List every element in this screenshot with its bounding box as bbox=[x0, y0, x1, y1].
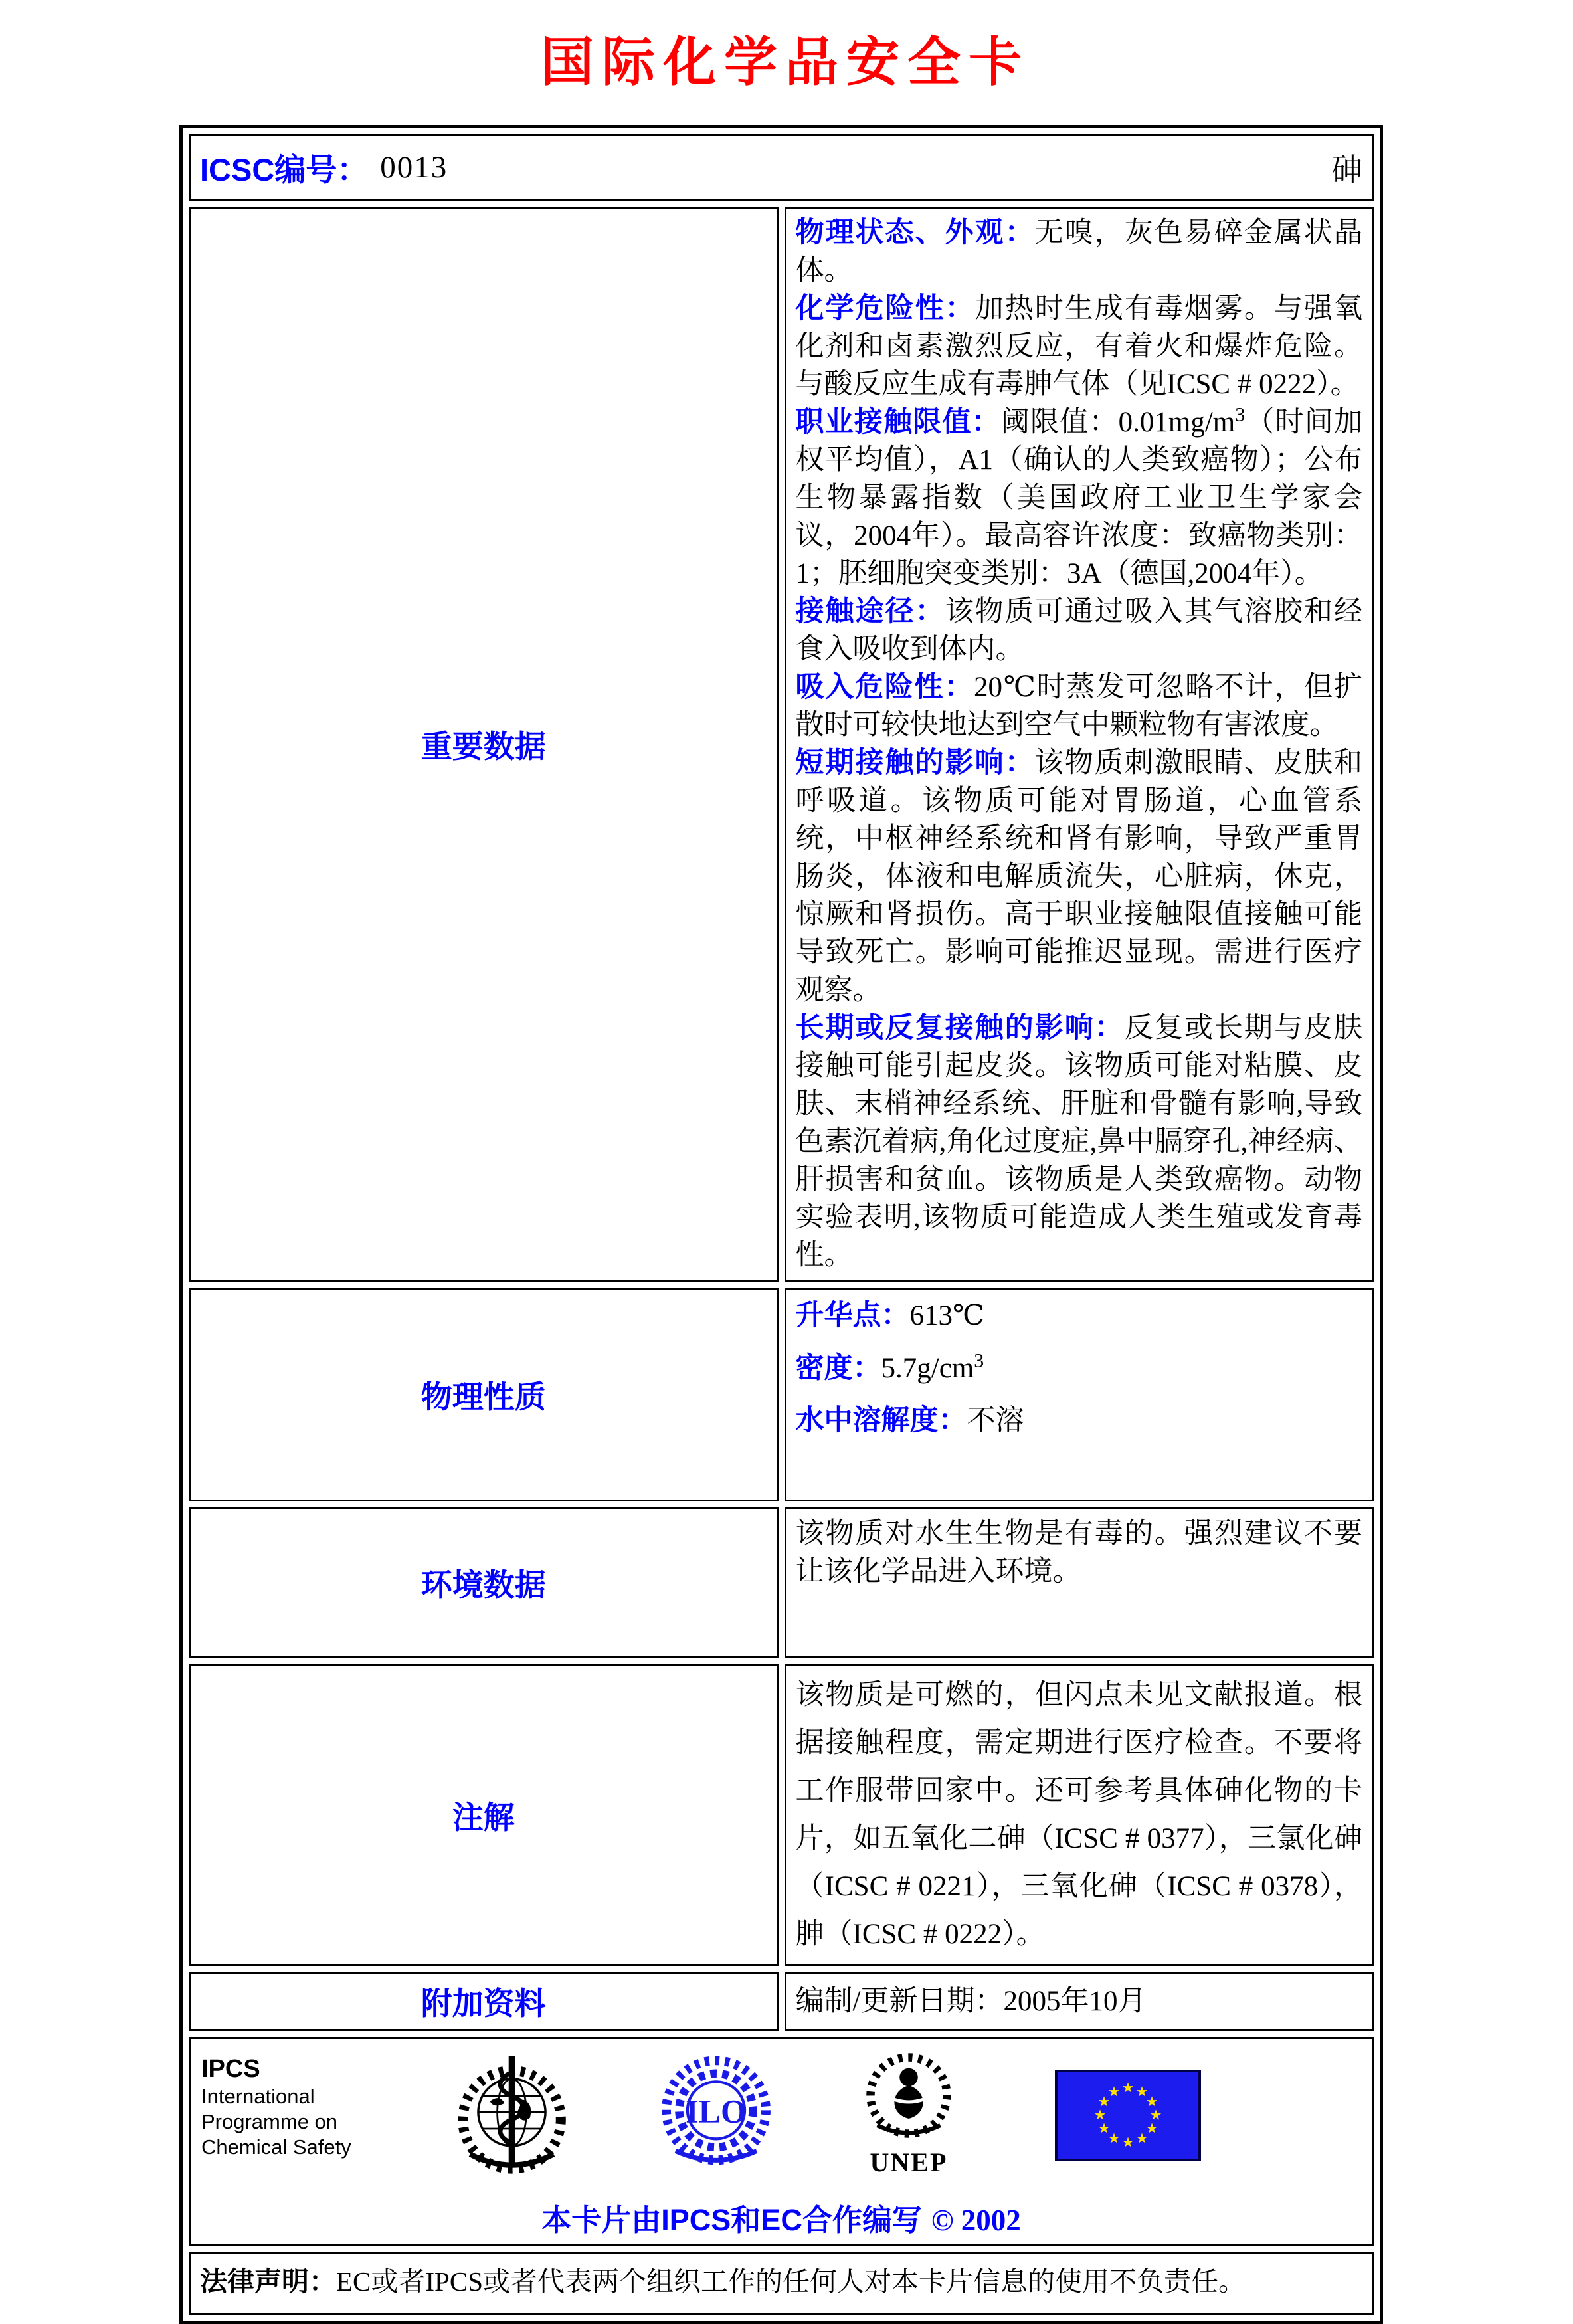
eu-star-icon: ★ bbox=[1093, 2107, 1107, 2123]
field-value-cont: （时间加权平均值），A1（确认的人类致癌物）；公布生物暴露指数（美国政府工业卫生学家会议，2004年）。最高容许浓度：致癌物类别：1；胚细胞突变类别：3A（德国,2004年）。 bbox=[795, 407, 1363, 589]
logos-cell bbox=[189, 2037, 1374, 2246]
field-label: 吸入危险性： bbox=[795, 671, 974, 703]
eu-star-icon: ★ bbox=[1135, 2083, 1149, 2100]
field-chemical-danger bbox=[796, 290, 1363, 403]
eu-star-icon: ★ bbox=[1107, 2130, 1121, 2147]
eu-star-icon: ★ bbox=[1107, 2083, 1121, 2100]
cooperation-caption bbox=[200, 2196, 1362, 2239]
eu-star-icon: ★ bbox=[1097, 2093, 1111, 2110]
additional-info-label-cell bbox=[189, 1972, 779, 2031]
field-value: 加热时生成有毒烟雾。与强氧化剂和卤素激烈反应，有着火和爆炸危险。与酸反应生成有毒胂气体（见ICSC # 0222）。 bbox=[795, 293, 1363, 400]
field-density bbox=[796, 1350, 1363, 1387]
chemical-name: 砷 bbox=[1331, 153, 1362, 188]
additional-info-row bbox=[189, 1972, 1374, 2031]
physical-properties-label-cell bbox=[189, 1288, 779, 1501]
header-row bbox=[189, 134, 1374, 201]
field-short-term-effects bbox=[796, 744, 1363, 1009]
eu-star-icon: ★ bbox=[1121, 2134, 1135, 2151]
notes-label-cell bbox=[189, 1664, 779, 1966]
legal-notice-row bbox=[189, 2252, 1374, 2315]
environmental-data-row bbox=[189, 1507, 1374, 1658]
superscript: 3 bbox=[974, 1349, 984, 1372]
legal-notice-label: 法律声明： bbox=[200, 2266, 336, 2297]
ilo-letters: ILO bbox=[686, 2092, 747, 2130]
section-label-important-data: 重要数据 bbox=[420, 728, 546, 764]
ipcs-name-line: Chemical Safety bbox=[201, 2135, 351, 2159]
logos-row bbox=[189, 2037, 1374, 2246]
field-label: 升华点： bbox=[795, 1300, 910, 1331]
field-label: 职业接触限值： bbox=[795, 406, 1001, 438]
physical-properties-row bbox=[189, 1288, 1374, 1501]
unep-logo-icon bbox=[859, 2052, 959, 2145]
copyright-text: © 2002 bbox=[931, 2204, 1021, 2237]
eu-star-icon: ★ bbox=[1145, 2093, 1158, 2110]
icsc-number-value: 0013 bbox=[380, 150, 448, 185]
field-exposure-routes bbox=[796, 593, 1363, 668]
field-label: 接触途径： bbox=[795, 595, 945, 627]
eu-star-icon: ★ bbox=[1145, 2120, 1158, 2137]
ilo-logo-icon bbox=[660, 2055, 773, 2171]
eu-flag-icon bbox=[1055, 2070, 1201, 2161]
organization-logos bbox=[200, 2044, 1362, 2186]
environmental-data-content-cell bbox=[785, 1507, 1374, 1658]
unep-logo-block bbox=[859, 2052, 959, 2177]
field-physical-state bbox=[796, 214, 1363, 290]
important-data-content-cell bbox=[785, 207, 1374, 1282]
field-value: 613℃ bbox=[909, 1300, 985, 1331]
important-data-row bbox=[189, 207, 1374, 1282]
header-line bbox=[200, 142, 1362, 193]
environmental-data-label-cell bbox=[189, 1507, 779, 1658]
field-value: 该物质刺激眼睛、皮肤和呼吸道。该物质可能对胃肠道，心血管系统，中枢神经系统和肾有影响，导致严重胃肠炎，体液和电解质流失，心脏病，休克，惊厥和肾损伤。高于职业接触限值接触可能导致死亡。影响可能推迟显现。需进行医疗观察。 bbox=[795, 747, 1363, 1006]
update-date-text: 编制/更新日期：2005年10月 bbox=[795, 1986, 1147, 2017]
field-value: 20℃时蒸发可忽略不计，但扩散时可较快地达到空气中颗粒物有害浓度。 bbox=[795, 672, 1362, 741]
field-label: 化学危险性： bbox=[795, 292, 975, 324]
icsc-number-label: ICSC编号： bbox=[200, 151, 369, 187]
section-label-additional-info: 附加资料 bbox=[420, 1986, 546, 2021]
superscript: 3 bbox=[1235, 403, 1246, 426]
field-inhalation-risk bbox=[796, 668, 1363, 744]
eu-star-icon: ★ bbox=[1097, 2120, 1111, 2137]
environmental-data-text: 该物质对水生生物是有毒的。强烈建议不要让该化学品进入环境。 bbox=[795, 1518, 1362, 1587]
unep-letters: UNEP bbox=[870, 2147, 948, 2177]
field-sublimation-point bbox=[796, 1298, 1363, 1334]
notes-text: 该物质是可燃的，但闪点未见文献报道。根据接触程度，需定期进行医疗检查。不要将工作服带回家中。还可参考具体砷化物的卡片，如五氧化二砷（ICSC # 0377），三氯化砷（ICSC # 0221），三氧化砷（ICSC # 0378），胂（ICSC # 0222）。 bbox=[795, 1680, 1362, 1950]
section-label-physical-properties: 物理性质 bbox=[420, 1379, 546, 1414]
legal-notice-text: EC或者IPCS或者代表两个组织工作的任何人对本卡片信息的使用不负责任。 bbox=[336, 2266, 1246, 2297]
additional-info-content-cell bbox=[785, 1972, 1374, 2031]
icsc-card-table bbox=[179, 125, 1383, 2324]
section-label-notes: 注解 bbox=[452, 1799, 515, 1835]
notes-row bbox=[189, 1664, 1374, 1966]
notes-content-cell bbox=[785, 1664, 1374, 1966]
field-label: 物理状态、外观： bbox=[795, 217, 1035, 248]
field-value: 不溶 bbox=[967, 1405, 1024, 1436]
field-value: 反复或长期与皮肤接触可能引起皮炎。该物质可能对粘膜、皮肤、末梢神经系统、肝脏和骨髓有影响,导致色素沉着病,角化过度症,鼻中膈穿孔,神经病、肝损害和贫血。该物质是人类致癌物。动物实验表明,该物质可能造成人类生殖或发育毒性。 bbox=[795, 1013, 1363, 1271]
caption-text: 本卡片由IPCS和EC合作编写 bbox=[541, 2203, 922, 2237]
field-label: 水中溶解度： bbox=[795, 1404, 967, 1436]
who-logo-icon bbox=[454, 2047, 570, 2183]
field-label: 长期或反复接触的影响： bbox=[795, 1012, 1125, 1044]
eu-star-icon: ★ bbox=[1149, 2107, 1162, 2123]
field-value: 该物质可通过吸入其气溶胶和经食入吸收到体内。 bbox=[795, 596, 1363, 665]
ipcs-acronym: IPCS bbox=[201, 2055, 260, 2083]
physical-properties-content-cell bbox=[785, 1288, 1374, 1501]
eu-star-icon: ★ bbox=[1121, 2080, 1135, 2096]
field-water-solubility bbox=[796, 1403, 1363, 1439]
field-value: 阈限值：0.01mg/m bbox=[1000, 407, 1236, 438]
important-data-label-cell bbox=[189, 207, 779, 1282]
ipcs-name-line: Programme on bbox=[201, 2110, 338, 2133]
header-cell bbox=[189, 134, 1374, 201]
field-value: 5.7g/cm bbox=[881, 1353, 974, 1384]
field-label: 密度： bbox=[795, 1352, 881, 1384]
section-label-environmental-data: 环境数据 bbox=[420, 1567, 546, 1602]
ipcs-text-block bbox=[201, 2054, 381, 2160]
field-label: 短期接触的影响： bbox=[795, 747, 1035, 779]
legal-notice-line bbox=[200, 2260, 1362, 2299]
ipcs-name-line: International bbox=[201, 2085, 315, 2108]
field-value: 无嗅，灰色易碎金属状晶体。 bbox=[795, 217, 1363, 286]
field-exposure-limits bbox=[796, 403, 1363, 593]
field-long-term-effects bbox=[796, 1009, 1363, 1274]
page-title: 国际化学品安全卡 bbox=[541, 34, 1030, 92]
legal-notice-cell bbox=[189, 2252, 1374, 2315]
eu-star-icon: ★ bbox=[1135, 2130, 1149, 2147]
